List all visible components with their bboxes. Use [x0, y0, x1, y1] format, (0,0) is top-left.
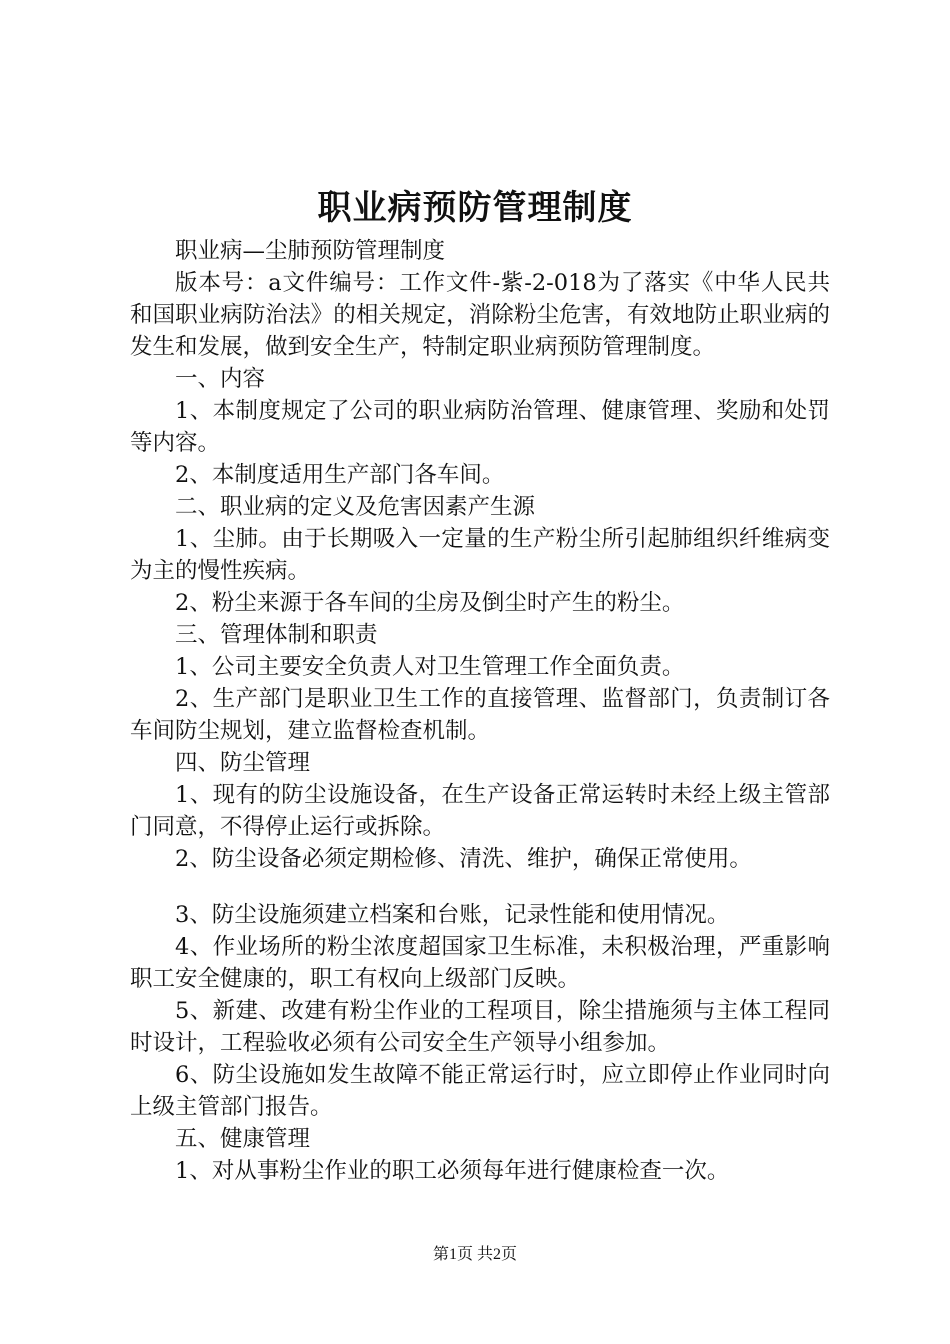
management-item-2: 2、生产部门是职业卫生工作的直接管理、监督部门，负责制订各车间防尘规划，建立监督检查机制。	[130, 686, 830, 744]
section-heading-health: 五、健康管理	[175, 1126, 311, 1152]
section-heading-definition: 二、职业病的定义及危害因素产生源	[175, 494, 536, 520]
page-footer: 第1页 共2页	[432, 1246, 517, 1263]
management-item-1: 1、公司主要安全负责人对卫生管理工作全面负责。	[175, 654, 685, 680]
subtitle-paragraph: 职业病—尘肺预防管理制度	[175, 238, 446, 264]
dust-control-item-5: 5、新建、改建有粉尘作业的工程项目，除尘措施须与主体工程同时设计，工程验收必须有公司安全生产领导小组参加。	[130, 998, 830, 1056]
document-title: 职业病预防管理制度	[317, 188, 633, 228]
definition-item-2: 2、粉尘来源于各车间的尘房及倒尘时产生的粉尘。	[175, 590, 685, 616]
dust-control-item-4: 4、作业场所的粉尘浓度超国家卫生标准，未积极治理，严重影响职工安全健康的，职工有权向上级部门反映。	[130, 934, 830, 992]
dust-control-item-2: 2、防尘设备必须定期检修、清洗、维护，确保正常使用。	[175, 846, 752, 872]
section-heading-management: 三、管理体制和职责	[175, 622, 378, 648]
paragraph-gap	[130, 875, 830, 899]
document-body	[130, 235, 830, 1187]
dust-control-item-1: 1、现有的防尘设施设备，在生产设备正常运转时未经上级主管部门同意，不得停止运行或拆除。	[130, 782, 830, 840]
health-item-1: 1、对从事粉尘作业的职工必须每年进行健康检查一次。	[175, 1158, 730, 1184]
section-heading-content: 一、内容	[175, 366, 266, 392]
content-item-1: 1、本制度规定了公司的职业病防治管理、健康管理、奖励和处罚等内容。	[130, 398, 830, 456]
dust-control-item-3: 3、防尘设施须建立档案和台账，记录性能和使用情况。	[175, 902, 730, 928]
content-item-2: 2、本制度适用生产部门各车间。	[175, 462, 505, 488]
definition-item-1: 1、尘肺。由于长期吸入一定量的生产粉尘所引起肺组织纤维病变为主的慢性疾病。	[130, 526, 830, 584]
section-heading-dust-control: 四、防尘管理	[175, 750, 311, 776]
intro-paragraph: 版本号：a文件编号：工作文件-紫-2-018为了落实《中华人民共和国职业病防治法》的相关规定，消除粉尘危害，有效地防止职业病的发生和发展，做到安全生产，特制定职业病预防管理制度。	[130, 270, 830, 360]
dust-control-item-6: 6、防尘设施如发生故障不能正常运行时，应立即停止作业同时向上级主管部门报告。	[130, 1062, 830, 1120]
